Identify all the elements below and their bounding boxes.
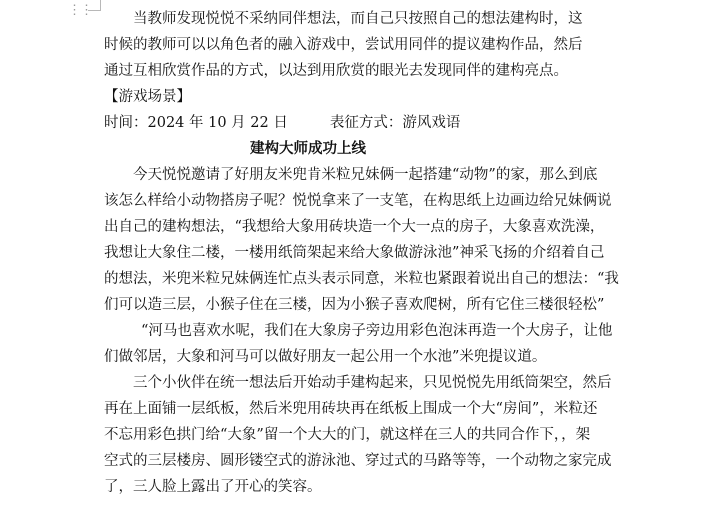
intro-line: 通过互相欣赏作品的方式，以达到用欣赏的眼光去发现同伴的建构亮点。 xyxy=(104,63,568,79)
paragraph1-line: 们可以造三层，小猴子住在三楼，因为小猴子喜欢爬树，所有它住三楼很轻松” xyxy=(104,297,605,313)
paragraph1-line: 我想让大象住二楼，一楼用纸筒架起来给大象做游泳池”神采飞扬的介绍着自己 xyxy=(104,245,605,261)
paragraph1-line: 的想法，米兜米粒兄妹俩连忙点头表示同意，米粒也紧跟着说出自己的想法：“我 xyxy=(104,271,619,287)
intro-line: 时候的教师可以以角色者的融入游戏中，尝试用同伴的提议建构作品，然后 xyxy=(104,37,583,53)
intro-line: 当教师发现悦悦不采纳同伴想法，而自己只按照自己的想法建构时，这 xyxy=(133,11,583,27)
paragraph1-line: 该怎么样给小动物搭房子呢？悦悦拿来了一支笔，在构思纸上边画边给兄妹俩说 xyxy=(104,193,612,209)
paragraph1-line: 今天悦悦邀请了好朋友米兜肯米粒兄妹俩一起搭建“动物”的家，那么到底 xyxy=(133,167,598,183)
section-heading: 【游戏场景】 xyxy=(104,89,191,105)
paragraph3-line: 三个小伙伴在统一想法后开始动手建构起来，只见悦悦先用纸筒架空，然后 xyxy=(133,375,612,391)
method-label: 表征方式：游风戏语 xyxy=(329,115,461,131)
document-body xyxy=(104,6,619,500)
story-title: 建构大师成功上线 xyxy=(250,141,366,157)
paragraph2-line: 们做邻居，大象和河马可以做好朋友一起公用一个水池”米兜提议道。 xyxy=(104,349,547,365)
paragraph3-line: 空式的三层楼房、圆形镂空式的游泳池、穿过式的马路等等，一个动物之家完成 xyxy=(104,453,612,469)
page-corner-mark xyxy=(88,0,101,11)
paragraph3-line: 不忘用彩色拱门给“大象”留一个大大的门，就这样在三人的共同合作下，，架 xyxy=(104,427,591,443)
meta-line xyxy=(104,110,614,136)
paragraph1-line: 出自己的建构想法，“我想给大象用砖块造一个大一点的房子，大象喜欢洗澡， xyxy=(104,219,605,235)
paragraph3-line: 再在上面铺一层纸板，然后米兜用砖块再在纸板上围成一个大“房间”，米粒还 xyxy=(104,401,598,417)
time-label: 时间：2024 年 10 月 22 日 xyxy=(104,115,288,131)
drag-handle-icon[interactable]: ⋮⋮ xyxy=(68,3,92,18)
paragraph3-line: 了，三人脸上露出了开心的笑容。 xyxy=(104,479,322,495)
paragraph2-line: “河马也喜欢水呢，我们在大象房子旁边用彩色泡沫再造一个大房子，让他 xyxy=(141,323,613,339)
